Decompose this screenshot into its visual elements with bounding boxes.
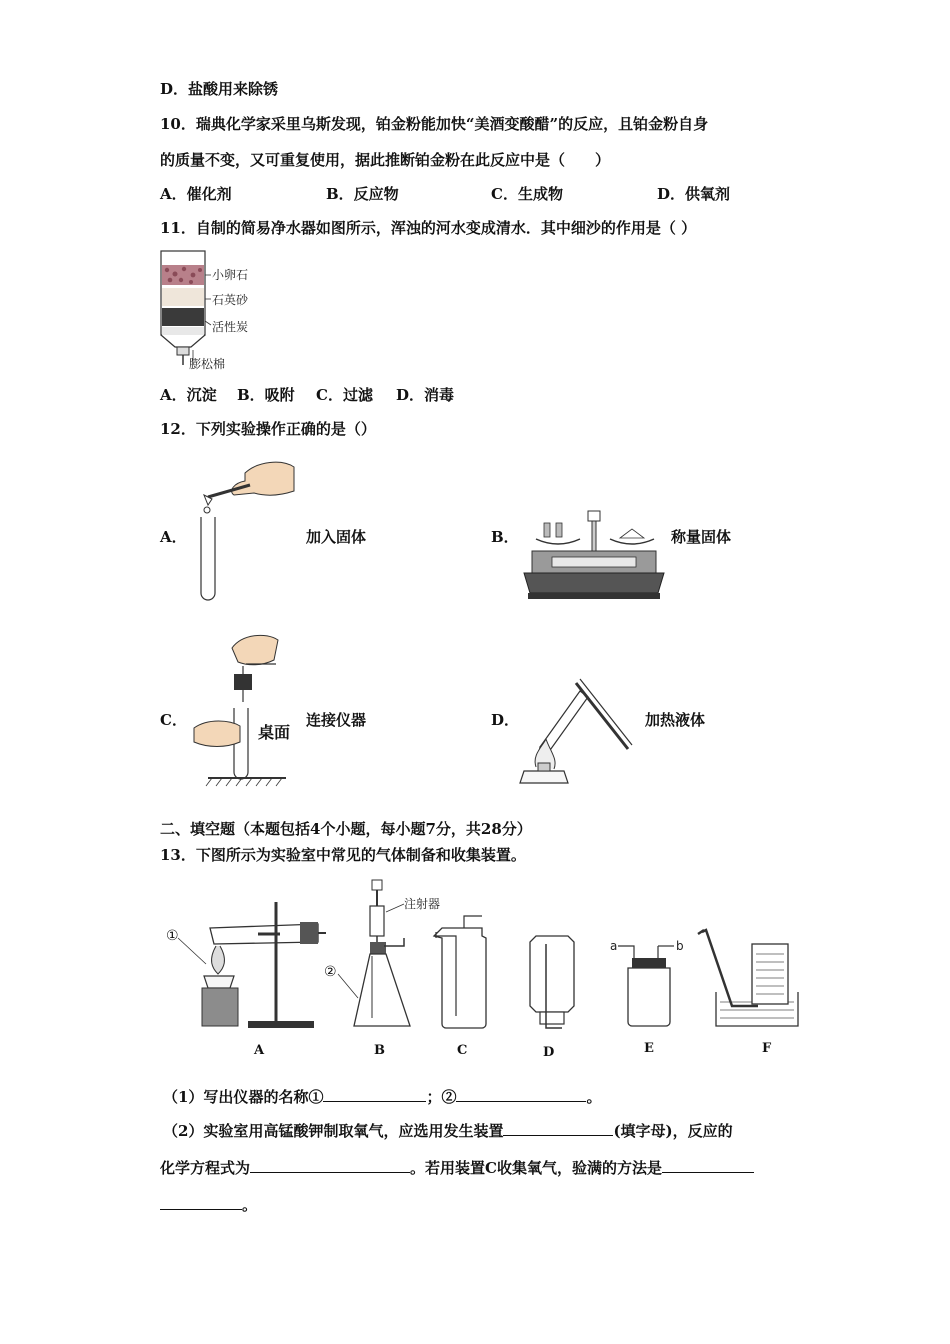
q10-option-b: B．反应物 <box>326 185 399 203</box>
upper-hand-icon <box>232 635 278 664</box>
q12-option-b-caption: 称量固体 <box>671 528 732 546</box>
test-tube <box>201 517 215 600</box>
label-c: C <box>457 1043 468 1058</box>
q13-answer-blank-5[interactable] <box>662 1158 754 1173</box>
cotton-layer <box>162 327 204 335</box>
q12-stem: 12．下列实验操作正确的是（） <box>160 420 376 438</box>
test-tube-holder <box>576 683 628 749</box>
q13-sub1-prefix: （1）写出仪器的名称① <box>163 1088 324 1106</box>
q13-sub1-sep: ；② <box>426 1088 457 1106</box>
q13-sub1-end: 。 <box>586 1088 602 1106</box>
q11-option-c: C．过滤 <box>316 386 373 404</box>
q13-answer-blank-1[interactable] <box>323 1087 426 1102</box>
q13-answer-blank-5-continued[interactable] <box>160 1195 242 1210</box>
rubber-stopper <box>234 674 252 690</box>
desktop-label: 桌面 <box>258 723 291 742</box>
q11-option-a: A．沉淀 <box>160 386 217 404</box>
alcohol-lamp <box>520 771 568 783</box>
collection-bottle <box>752 944 788 1004</box>
q12-option-c-caption: 连接仪器 <box>306 711 367 729</box>
q12-option-a-caption: 加入固体 <box>306 528 367 546</box>
q10-stem-line1: 10．瑞典化学家采里乌斯发现，铂金粉能加快“美酒变酸醋”的反应，且铂金粉自身 <box>160 115 709 133</box>
lower-hand-icon <box>194 721 240 747</box>
q13-stem: 13．下图所示为实验室中常见的气体制备和收集装置。 <box>160 846 526 864</box>
q13-sub2-line1 <box>163 1120 733 1141</box>
q11-option-b: B．吸附 <box>237 386 295 404</box>
add-solid-figure <box>190 455 300 605</box>
activated-carbon-layer <box>162 308 204 326</box>
q12-option-d-letter: D． <box>491 711 520 729</box>
q12-option-a-letter: A． <box>160 528 187 546</box>
gas-bottle-c <box>434 928 486 1028</box>
q9-option-d: D．盐酸用来除锈 <box>160 80 279 98</box>
gas-bottle-e <box>628 968 670 1026</box>
q11-option-d: D．消毒 <box>396 386 455 404</box>
section-2-heading: 二、填空题（本题包括4个小题，每小题7分，共28分） <box>160 820 532 838</box>
q12-option-d-caption: 加热液体 <box>645 711 706 729</box>
q13-sub2-line2 <box>160 1157 754 1178</box>
q12-option-b-letter: B． <box>491 528 519 546</box>
q11-stem: 11．自制的简易净水器如图所示，浑浊的河水变成清水．其中细沙的作用是（ ） <box>160 219 697 237</box>
q10-stem-line2: 的质量不变，又可重复使用，据此推断铂金粉在此反应中是（ ） <box>160 151 611 169</box>
q13-answer-blank-4[interactable] <box>250 1158 410 1173</box>
hand-icon <box>232 462 294 495</box>
heat-liquid-figure <box>520 675 640 790</box>
q13-sub2-suffix: (填字母)，反应的 <box>613 1122 733 1140</box>
conical-flask <box>354 954 410 1026</box>
apparatus-a <box>166 902 326 1058</box>
apparatus-b <box>324 880 440 1058</box>
label-e: E <box>644 1041 654 1056</box>
label-quartz-sand: 石英砂 <box>212 293 249 307</box>
inverted-bottle <box>530 936 574 1012</box>
q13-sub2-line3 <box>160 1194 257 1215</box>
q10-option-c: C．生成物 <box>491 185 563 203</box>
q13-sub1 <box>163 1086 601 1107</box>
q13-answer-blank-3[interactable] <box>503 1121 613 1136</box>
label-activated-carbon: 活性炭 <box>212 320 249 334</box>
label-pebbles: 小卵石 <box>212 268 249 282</box>
label-f: F <box>762 1041 772 1056</box>
syringe <box>370 906 384 936</box>
marker-1: ① <box>166 928 179 944</box>
q13-sub2-end: 。 <box>242 1196 258 1214</box>
syringe-label: 注射器 <box>404 897 441 911</box>
port-b-label: b <box>676 939 684 953</box>
apparatus-d <box>530 936 574 1060</box>
q13-answer-blank-2[interactable] <box>456 1087 586 1102</box>
gas-apparatus-figure <box>158 876 808 1066</box>
label-cotton: 膨松棉 <box>189 357 226 371</box>
apparatus-c <box>434 916 486 1058</box>
label-b: B <box>374 1043 385 1058</box>
balance-figure <box>522 505 667 605</box>
marker-2: ② <box>324 964 337 980</box>
port-a-label: a <box>610 939 618 953</box>
apparatus-f <box>698 930 798 1056</box>
q12-option-c-letter: C． <box>160 711 187 729</box>
q10-option-d: D．供氧剂 <box>657 185 731 203</box>
q13-sub2-line2-mid: 。若用装置C收集氧气，验满的方法是 <box>410 1159 662 1177</box>
connect-apparatus-figure <box>190 630 300 790</box>
label-d: D <box>543 1045 555 1060</box>
q13-sub2-prefix: （2）实验室用高锰酸钾制取氧气，应选用发生装置 <box>163 1122 504 1140</box>
apparatus-e <box>610 939 684 1056</box>
q13-sub2-line2-prefix: 化学方程式为 <box>160 1159 251 1177</box>
q10-option-a: A．催化剂 <box>160 185 232 203</box>
label-a: A <box>254 1043 265 1058</box>
quartz-sand-layer <box>162 288 204 306</box>
water-purifier-figure <box>155 245 265 375</box>
wooden-block <box>202 988 238 1026</box>
